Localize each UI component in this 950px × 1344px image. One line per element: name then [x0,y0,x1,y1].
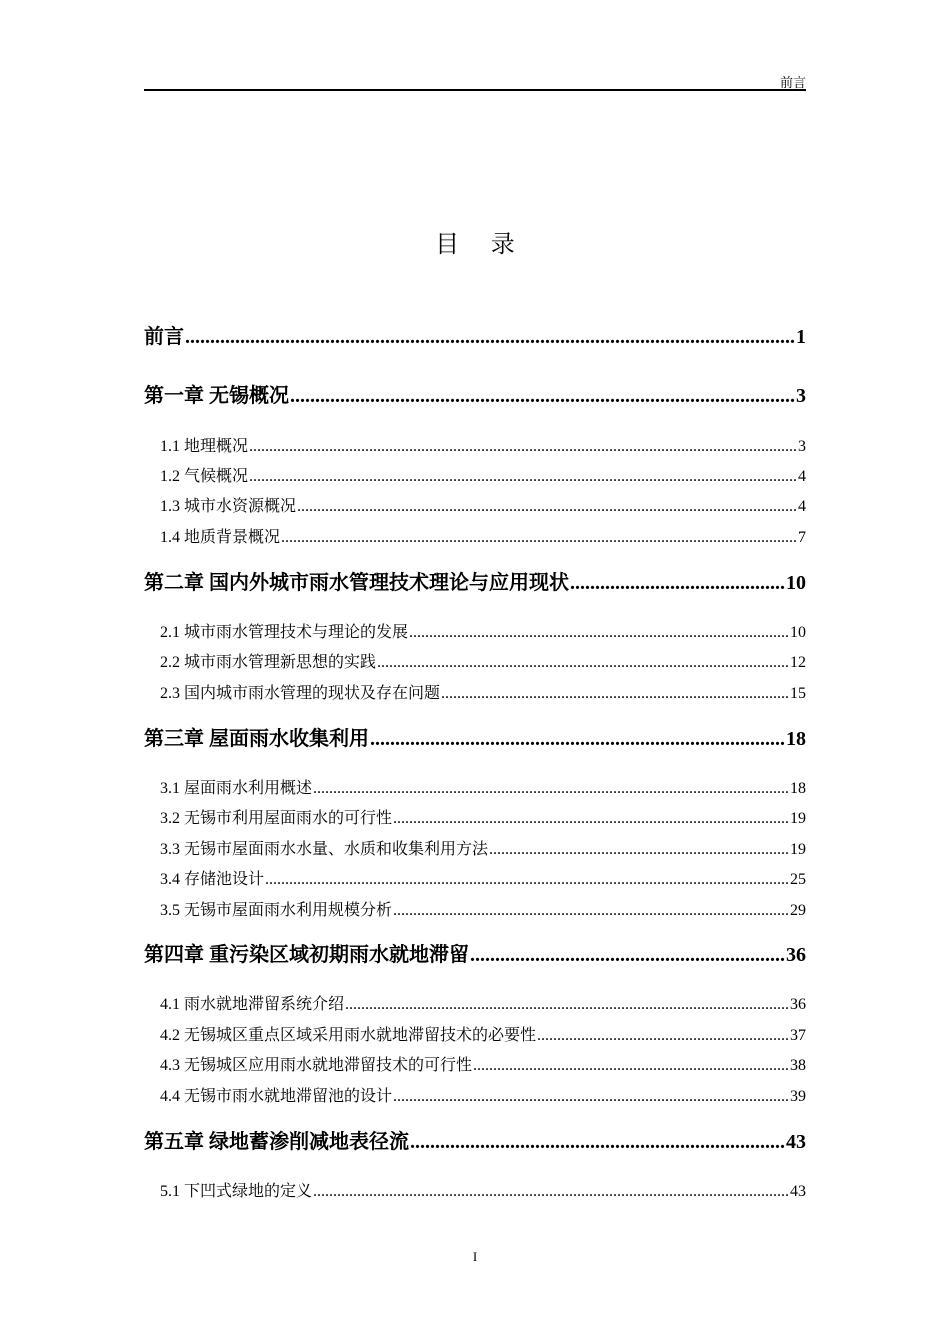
toc-section-entry[interactable] [144,1022,806,1045]
toc-entry-label: 4.1 雨水就地滞留系统介绍 [160,996,345,1013]
toc-entry-page: 39 [790,1088,806,1105]
toc-section-entry[interactable] [144,1052,806,1075]
dot-leader [313,780,789,798]
dot-leader [313,1183,789,1201]
toc-section-entry[interactable] [144,619,806,642]
toc-chapter-entry[interactable] [144,566,806,595]
toc-entry-page: 18 [790,780,806,797]
dot-leader [410,1131,785,1154]
dot-leader [290,385,795,408]
dot-leader [281,529,797,547]
toc-entry-label: 4.2 无锡城区重点区域采用雨水就地滞留技术的必要性 [160,1027,537,1044]
toc-entry-page: 10 [790,624,806,641]
toc-entry-label: 2.2 城市雨水管理新思想的实践 [160,654,377,671]
toc-section-entry[interactable] [144,649,806,672]
toc-chapter-entry[interactable] [144,938,806,967]
dot-leader [441,685,789,703]
toc-section-entry[interactable] [144,836,806,859]
toc-entry-page: 36 [790,996,806,1013]
toc-chapter-entry[interactable] [144,722,806,751]
toc-entry-label: 第四章 重污染区域初期雨水就地滞留 [144,944,469,966]
toc-section-entry[interactable] [144,493,806,516]
toc-entry-page: 1 [796,326,806,348]
toc-entry-label: 5.1 下凹式绿地的定义 [160,1183,313,1200]
toc-section-entry[interactable] [144,1178,806,1201]
page-number: I [472,1249,478,1264]
dot-leader [345,996,789,1014]
toc-entry-label: 1.4 地质背景概况 [160,529,281,546]
toc-entry-page: 3 [798,438,806,455]
toc-entry-label: 2.1 城市雨水管理技术与理论的发展 [160,624,409,641]
dot-leader [185,326,795,349]
toc-entry-page: 3 [796,385,806,407]
toc-entry-page: 37 [790,1027,806,1044]
toc-entry-page: 38 [790,1057,806,1074]
toc-section-entry[interactable] [144,991,806,1014]
toc-entry-page: 4 [798,498,806,515]
toc-section-entry[interactable] [144,1083,806,1106]
toc-section-entry[interactable] [144,680,806,703]
dot-leader [393,902,789,920]
dot-leader [473,1057,789,1075]
toc-entry-label: 第二章 国内外城市雨水管理技术理论与应用现状 [144,572,569,594]
running-header: 前言 [779,75,806,90]
toc-section-entry[interactable] [144,524,806,547]
dot-leader [249,468,797,486]
toc-entry-label: 第三章 屋面雨水收集利用 [144,728,369,750]
dot-leader [409,624,789,642]
toc-entry-page: 18 [786,728,806,750]
dot-leader [249,438,797,456]
toc-section-entry[interactable] [144,897,806,920]
toc-section-entry[interactable] [144,775,806,798]
dot-leader [489,841,789,859]
toc-entry-label: 3.5 无锡市屋面雨水利用规模分析 [160,902,393,919]
toc-section-entry[interactable] [144,463,806,486]
toc-entry-page: 43 [790,1183,806,1200]
dot-leader [370,728,785,751]
toc-chapter-entry[interactable] [144,379,806,408]
toc-entry-label: 3.3 无锡市屋面雨水水量、水质和收集利用方法 [160,841,489,858]
toc-chapter-entry[interactable] [144,1125,806,1154]
toc-section-entry[interactable] [144,433,806,456]
toc-entry-label: 前言 [144,326,184,348]
dot-leader [265,871,789,889]
toc-entry-page: 7 [798,529,806,546]
dot-leader [393,1088,789,1106]
toc-entry-page: 4 [798,468,806,485]
toc-entry-page: 19 [790,810,806,827]
toc-entry-label: 3.1 屋面雨水利用概述 [160,780,313,797]
toc-title: 目 录 [435,230,527,258]
dot-leader [537,1027,789,1045]
toc-entry-label: 1.1 地理概况 [160,438,249,455]
toc-entry-page: 15 [790,685,806,702]
toc-entry-page: 10 [786,572,806,594]
toc-entry-page: 29 [790,902,806,919]
toc-entry-label: 4.3 无锡城区应用雨水就地滞留技术的可行性 [160,1057,473,1074]
toc-section-entry[interactable] [144,866,806,889]
toc-entry-label: 3.4 存储池设计 [160,871,265,888]
toc-entry-label: 4.4 无锡市雨水就地滞留池的设计 [160,1088,393,1105]
toc-entry-label: 3.2 无锡市利用屋面雨水的可行性 [160,810,393,827]
toc-entry-label: 第一章 无锡概况 [144,385,289,407]
toc-chapter-entry[interactable] [144,320,806,349]
toc-section-entry[interactable] [144,805,806,828]
toc-entry-label: 1.2 气候概况 [160,468,249,485]
toc-entry-label: 第五章 绿地蓄渗削减地表径流 [144,1131,409,1153]
toc-entry-label: 1.3 城市水资源概况 [160,498,297,515]
toc-entry-page: 12 [790,654,806,671]
dot-leader [570,572,785,595]
header-rule [144,89,806,91]
dot-leader [393,810,789,828]
toc-entry-page: 36 [786,944,806,966]
toc-entry-page: 19 [790,841,806,858]
toc-entry-page: 25 [790,871,806,888]
dot-leader [377,654,789,672]
toc-entry-label: 2.3 国内城市雨水管理的现状及存在问题 [160,685,441,702]
toc-entry-page: 43 [786,1131,806,1153]
dot-leader [297,498,797,516]
dot-leader [470,944,785,967]
